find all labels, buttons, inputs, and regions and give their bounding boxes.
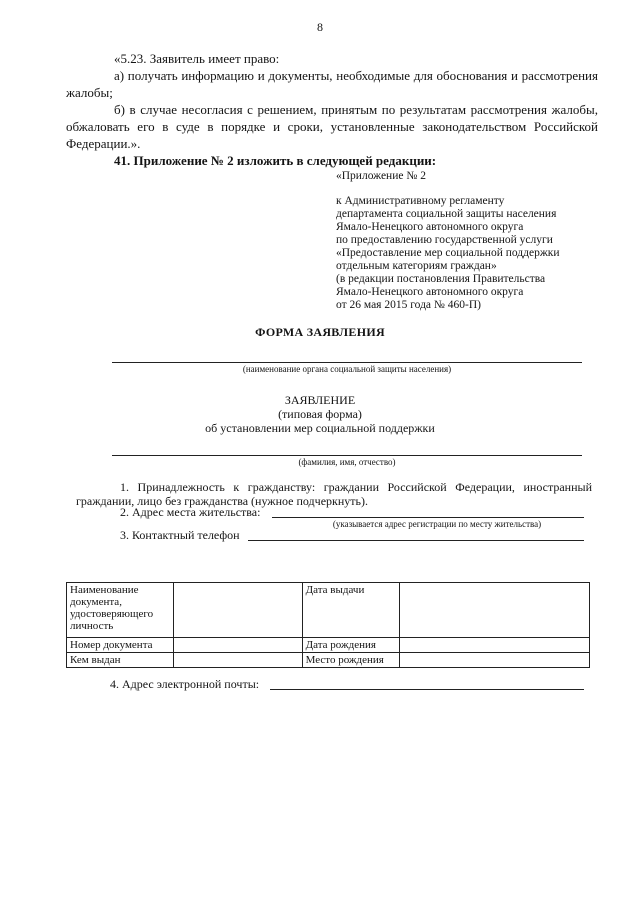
residence-caption: (указывается адрес регистрации по месту жительства) bbox=[332, 519, 542, 529]
fio-line[interactable] bbox=[112, 455, 582, 456]
section-5-23-item-a: а) получать информацию и документы, необходимые для обоснования и рассмотрения жалобы; bbox=[66, 68, 598, 100]
appendix-header bbox=[336, 170, 606, 312]
residence-line[interactable] bbox=[272, 517, 584, 518]
appendix-line: департамента социальной защиты населения bbox=[336, 208, 557, 220]
email-label: 4. Адрес электронной почты: bbox=[110, 677, 260, 691]
authority-caption: (наименование органа социальной защиты населения) bbox=[242, 364, 452, 374]
item-41: 41. Приложение № 2 изложить в следующей редакции: bbox=[114, 153, 437, 168]
email-line[interactable] bbox=[270, 689, 584, 690]
id-document-table bbox=[66, 582, 590, 668]
statement-subheading: (типовая форма) bbox=[278, 407, 362, 421]
authority-line[interactable] bbox=[112, 362, 582, 363]
appendix-line: от 26 мая 2015 года № 460-П) bbox=[336, 299, 481, 311]
table-cell: Дата выдачи bbox=[302, 583, 400, 638]
appendix-line: Ямало-Ненецкого автономного округа bbox=[336, 221, 524, 233]
phone-line[interactable] bbox=[248, 540, 584, 541]
appendix-line: отдельным категориям граждан» bbox=[336, 260, 497, 272]
table-cell-value[interactable] bbox=[400, 653, 590, 668]
table-cell-value[interactable] bbox=[400, 638, 590, 653]
table-row bbox=[67, 583, 590, 638]
section-5-23 bbox=[66, 50, 598, 169]
statement-purpose: об установлении мер социальной поддержки bbox=[205, 421, 435, 435]
fio-caption: (фамилия, имя, отчество) bbox=[298, 457, 396, 467]
table-cell: Номер документа bbox=[67, 638, 174, 653]
table-cell-value[interactable] bbox=[173, 638, 302, 653]
phone-label: 3. Контактный телефон bbox=[120, 528, 240, 542]
table-cell-value[interactable] bbox=[173, 653, 302, 668]
residence-label: 2. Адрес места жительства: bbox=[120, 505, 261, 519]
table-cell-value[interactable] bbox=[173, 583, 302, 638]
statement-heading: ЗАЯВЛЕНИЕ bbox=[284, 393, 356, 407]
form-title: ФОРМА ЗАЯВЛЕНИЯ bbox=[255, 325, 385, 339]
table-cell-value[interactable] bbox=[400, 583, 590, 638]
citizenship-item: 1. Принадлежность к гражданству: граждании Российской Федерации, иностранный граждании, лицо без гражданства (нужное подчеркнуть). bbox=[76, 480, 592, 508]
appendix-line: «Предоставление мер социальной поддержки bbox=[336, 247, 560, 259]
page-number: 8 bbox=[317, 20, 323, 34]
table-cell: Дата рождения bbox=[302, 638, 400, 653]
table-cell: Наименование документа, удостоверяющего личность bbox=[67, 583, 174, 638]
section-5-23-item-b: б) в случае несогласия с решением, принятым по результатам рассмотрения жалобы, обжаловать его в суде в порядке и сроки, установленные законодательством Российской Федерации.». bbox=[66, 102, 598, 151]
table-cell: Кем выдан bbox=[67, 653, 174, 668]
appendix-line: по предоставлению государственной услуги bbox=[336, 234, 553, 246]
appendix-line: к Административному регламенту bbox=[336, 195, 505, 207]
appendix-line: Ямало-Ненецкого автономного округа bbox=[336, 286, 524, 298]
appendix-line: (в редакции постановления Правительства bbox=[336, 273, 546, 285]
table-row bbox=[67, 653, 590, 668]
appendix-line: «Приложение № 2 bbox=[336, 170, 426, 182]
table-row bbox=[67, 638, 590, 653]
section-5-23-heading: «5.23. Заявитель имеет право: bbox=[114, 51, 280, 66]
table-cell: Место рождения bbox=[302, 653, 400, 668]
